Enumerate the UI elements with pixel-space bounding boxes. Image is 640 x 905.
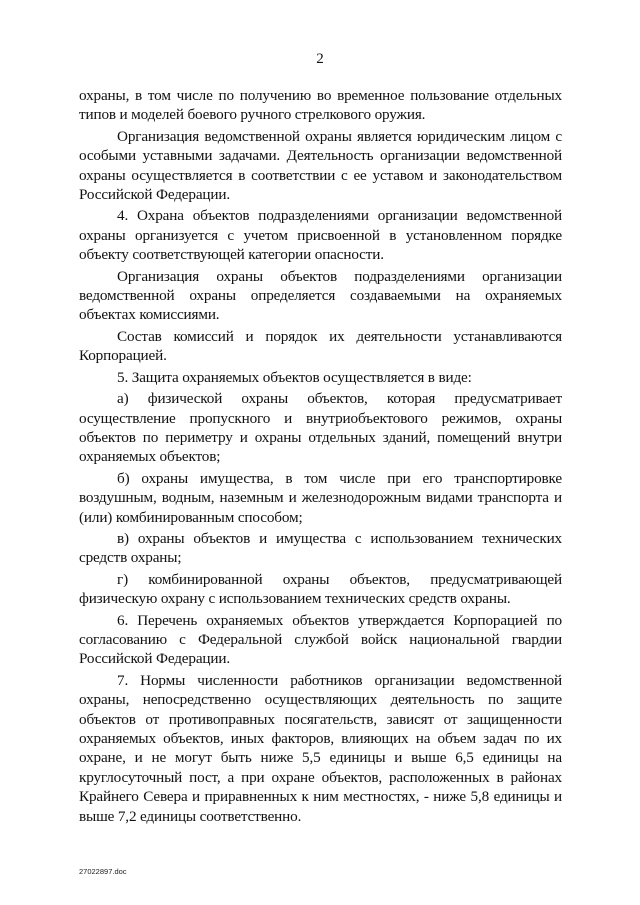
document-body [79, 86, 562, 828]
paragraph-item-5g: г) комбинированной охраны объектов, предусматривающей физическую охрану с использованием технических средств охраны. [79, 570, 562, 608]
paragraph-continuation: охраны, в том числе по получению во временное пользование отдельных типов и моделей боевого ручного стрелкового оружия. [79, 87, 562, 124]
paragraph-organization-status: Организация ведомственной охраны является юридическим лицом с особыми уставными задачами. Деятельность организации ведомственной охраны осуществляется в соответствии с ее уставом и законодательством Российской Федерации. [79, 127, 562, 204]
document-code-footer: 27022897.doc [79, 867, 127, 876]
paragraph-commission-composition: Состав комиссий и порядок их деятельности устанавливаются Корпорацией. [79, 327, 562, 365]
paragraph-item-5a: а) физической охраны объектов, которая предусматривает осуществление пропускного и внутриобъектового режимов, охраны объектов по периметру и охраны отдельных зданий, помещений внутри охраняемых объектов; [79, 390, 562, 466]
paragraph-item-7: 7. Нормы численности работников организации ведомственной охраны, непосредственно осуществляющих деятельность по защите объектов от противоправных посягательств, зависят от защищенности охраняемых объектов, иных факторов, влияющих на объем задач по их охране, и не могут быть ниже 5,5 единицы и выше 6,5 единицы на круглосуточный пост, а при охране объектов, расположенных в районах Крайнего Севера и приравненных к ним местностях, - ниже 5,8 единицы и выше 7,2 единицы соответственно. [79, 671, 562, 825]
paragraph-item-5v: в) охраны объектов и имущества с использованием технических средств охраны; [79, 529, 562, 567]
paragraph-item-4: 4. Охрана объектов подразделениями организации ведомственной охраны организуется с учетом присвоенной в установленном порядке объекту соответствующей категории опасности. [79, 207, 562, 264]
paragraph-item-5b: б) охраны имущества, в том числе при его транспортировке воздушным, водным, наземным и железнодорожным видами транспорта и (или) комбинированным способом; [79, 469, 562, 526]
paragraph-item-6: 6. Перечень охраняемых объектов утверждается Корпорацией по согласованию с Федеральной службой войск национальной гвардии Российской Федерации. [79, 611, 562, 668]
paragraph-item-5: 5. Защита охраняемых объектов осуществляется в виде: [117, 368, 472, 386]
page-number: 2 [316, 51, 324, 67]
paragraph-commissions: Организация охраны объектов подразделениями организации ведомственной охраны определяется создаваемыми на охраняемых объектах комиссиями. [79, 267, 562, 324]
